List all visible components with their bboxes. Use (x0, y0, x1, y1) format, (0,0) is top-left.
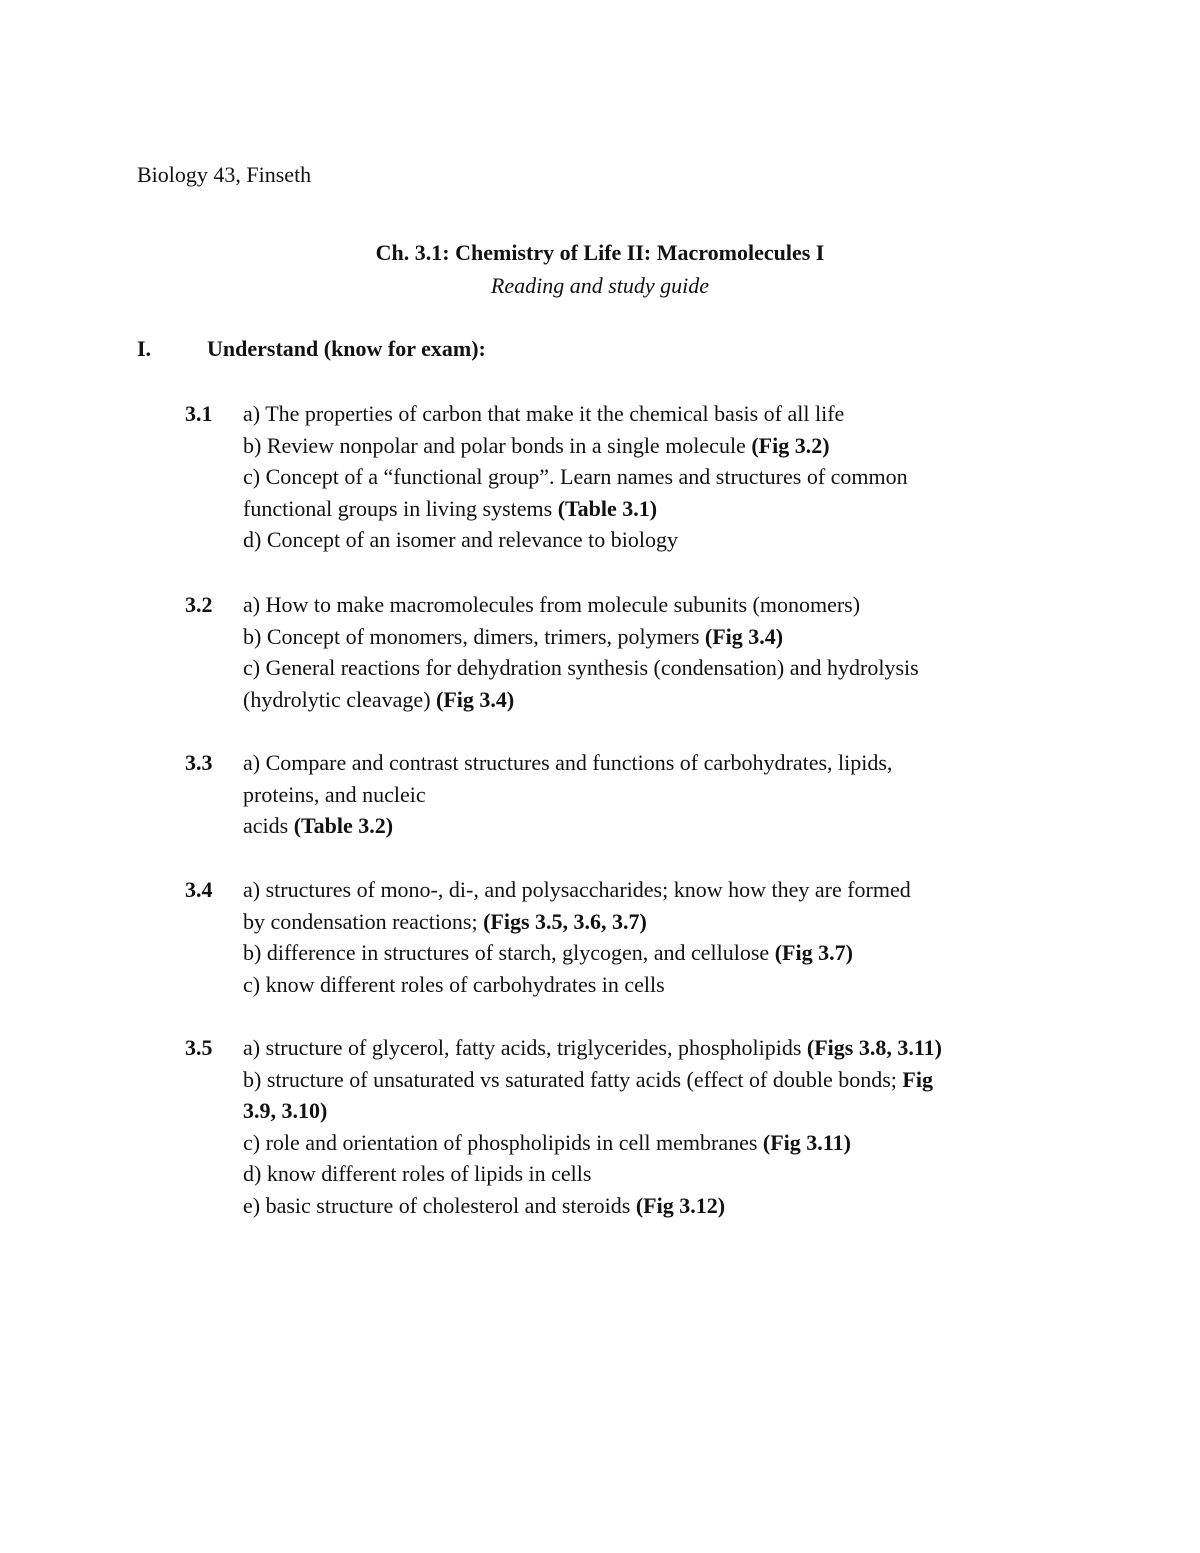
block-number: 3.3 (185, 750, 213, 775)
guide-line (243, 1095, 1083, 1127)
guide-line (243, 652, 1083, 684)
figure-reference: (Figs 3.8, 3.11) (806, 1035, 942, 1060)
guide-line (243, 937, 1083, 969)
guide-line (243, 1064, 1083, 1096)
guide-text: a) Compare and contrast structures and functions of carbohydrates, lipids, (243, 750, 893, 775)
guide-line (243, 684, 1083, 716)
section-heading (137, 336, 486, 362)
figure-reference: (Fig 3.11) (762, 1129, 851, 1155)
page-title: Ch. 3.1: Chemistry of Life II: Macromolecules I (375, 240, 825, 265)
guide-line (243, 621, 1083, 653)
block-number: 3.5 (185, 1035, 213, 1060)
guide-line (243, 589, 1083, 621)
guide-line (243, 524, 1083, 556)
figure-reference: 3.9, 3.10) (243, 1098, 328, 1123)
guide-text: c) role and orientation of phospholipids in cell membranes (243, 1129, 763, 1155)
block-number: 3.1 (185, 401, 213, 426)
figure-reference: (Fig 3.12) (635, 1192, 726, 1218)
block-number: 3.2 (185, 592, 213, 617)
guide-text: a) The properties of carbon that make it the chemical basis of all life (243, 401, 845, 426)
guide-text: b) Concept of monomers, dimers, trimers, polymers (243, 623, 705, 649)
figure-reference: (Fig 3.2) (751, 432, 830, 458)
guide-text: functional groups in living systems (243, 495, 558, 521)
guide-line (243, 1032, 1083, 1064)
guide-text: by condensation reactions; (243, 908, 484, 934)
figure-reference: (Table 3.2) (293, 813, 394, 838)
guide-line (243, 1127, 1083, 1159)
guide-line (243, 969, 1083, 1001)
figure-reference: (Fig 3.7) (774, 940, 853, 965)
block-lines (243, 1032, 1083, 1221)
guide-line (243, 430, 1083, 462)
section-heading-text: Understand (know for exam): (207, 336, 486, 361)
guide-text: a) structure of glycerol, fatty acids, triglycerides, phospholipids (243, 1035, 807, 1060)
guide-text: proteins, and nucleic (243, 781, 426, 807)
guide-text: a) How to make macromolecules from molecule subunits (monomers) (243, 592, 861, 617)
guide-text: c) General reactions for dehydration synthesis (condensation) and hydrolysis (243, 655, 919, 680)
guide-text: d) Concept of an isomer and relevance to biology (243, 527, 678, 552)
block-lines (243, 747, 1083, 842)
guide-text: a) structures of mono-, di-, and polysaccharides; know how they are formed (243, 877, 911, 902)
section-number: I. (137, 336, 152, 361)
figure-reference: (Figs 3.5, 3.6, 3.7) (483, 908, 647, 934)
guide-text: d) know different roles of lipids in cells (243, 1161, 592, 1186)
guide-line (243, 747, 1083, 779)
block-number: 3.4 (185, 877, 213, 902)
guide-line (243, 1158, 1083, 1190)
figure-reference: (Fig 3.4) (704, 623, 784, 649)
guide-text: (hydrolytic cleavage) (243, 686, 437, 712)
course-header: Biology 43, Finseth (137, 162, 312, 187)
figure-reference: (Fig 3.4) (436, 686, 515, 712)
block-lines (243, 398, 1083, 556)
guide-line (243, 493, 1083, 525)
guide-line (243, 779, 1083, 811)
guide-text: b) structure of unsaturated vs saturated fatty acids (effect of double bonds; (243, 1066, 903, 1092)
guide-text: b) difference in structures of starch, glycogen, and cellulose (243, 940, 775, 965)
figure-reference: Fig (902, 1066, 933, 1092)
guide-text: c) Concept of a “functional group”. Learn names and structures of common (243, 464, 908, 489)
figure-reference: (Table 3.1) (557, 495, 658, 521)
page-subtitle: Reading and study guide (490, 273, 710, 298)
guide-text: e) basic structure of cholesterol and steroids (243, 1192, 636, 1218)
guide-line (243, 461, 1083, 493)
guide-text: b) Review nonpolar and polar bonds in a single molecule (243, 432, 752, 458)
guide-text: c) know different roles of carbohydrates in cells (243, 971, 665, 997)
guide-line (243, 1190, 1083, 1222)
guide-line (243, 906, 1083, 938)
guide-line (243, 810, 1083, 842)
block-lines (243, 874, 1083, 1000)
guide-line (243, 398, 1083, 430)
guide-line (243, 874, 1083, 906)
block-lines (243, 589, 1083, 715)
guide-text: acids (243, 813, 294, 838)
